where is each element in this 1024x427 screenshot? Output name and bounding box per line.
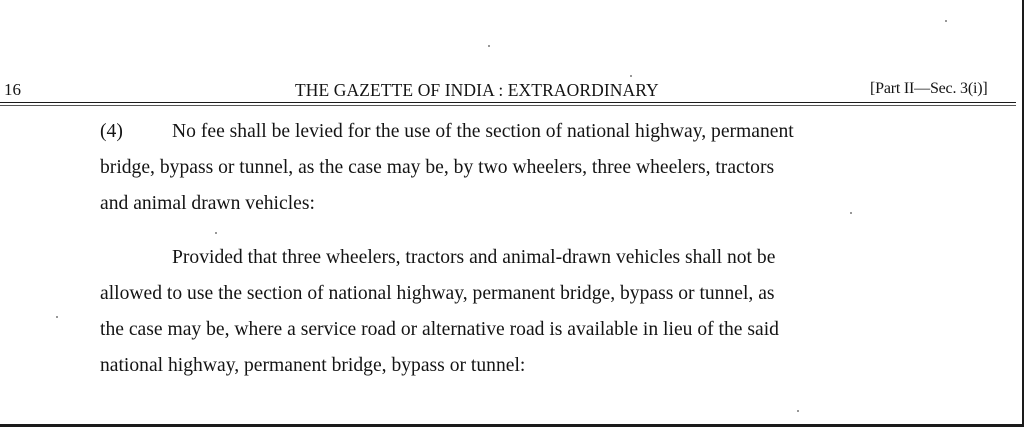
- clause-line: and animal drawn vehicles:: [100, 193, 315, 214]
- clause-line: No fee shall be levied for the use of the section of national highway, permanent: [172, 121, 794, 142]
- scan-speck: [945, 20, 947, 22]
- proviso-line: national highway, permanent bridge, bypass or tunnel:: [100, 355, 526, 376]
- page-number: 16: [4, 80, 21, 99]
- proviso-line: allowed to use the section of national highway, permanent bridge, bypass or tunnel, as: [100, 283, 775, 304]
- clause-line: bridge, bypass or tunnel, as the case may be, by two wheelers, three wheelers, tractors: [100, 157, 775, 178]
- clause-number: (4): [100, 121, 123, 142]
- scan-speck: [215, 232, 217, 234]
- scan-speck: [488, 45, 490, 47]
- scan-speck: [56, 316, 58, 318]
- header-rule-thin: [0, 105, 1016, 106]
- scan-speck: [797, 410, 799, 412]
- proviso-line: the case may be, where a service road or alternative road is available in lieu of the said: [100, 319, 779, 340]
- header-rule: [0, 102, 1016, 103]
- scan-speck: [850, 212, 852, 214]
- part-section-label: [Part II—Sec. 3(i)]: [870, 80, 988, 97]
- gazette-title: THE GAZETTE OF INDIA : EXTRAORDINARY: [295, 80, 659, 100]
- proviso-line: Provided that three wheelers, tractors and animal-drawn vehicles shall not be: [172, 247, 776, 268]
- scan-speck: [630, 75, 632, 77]
